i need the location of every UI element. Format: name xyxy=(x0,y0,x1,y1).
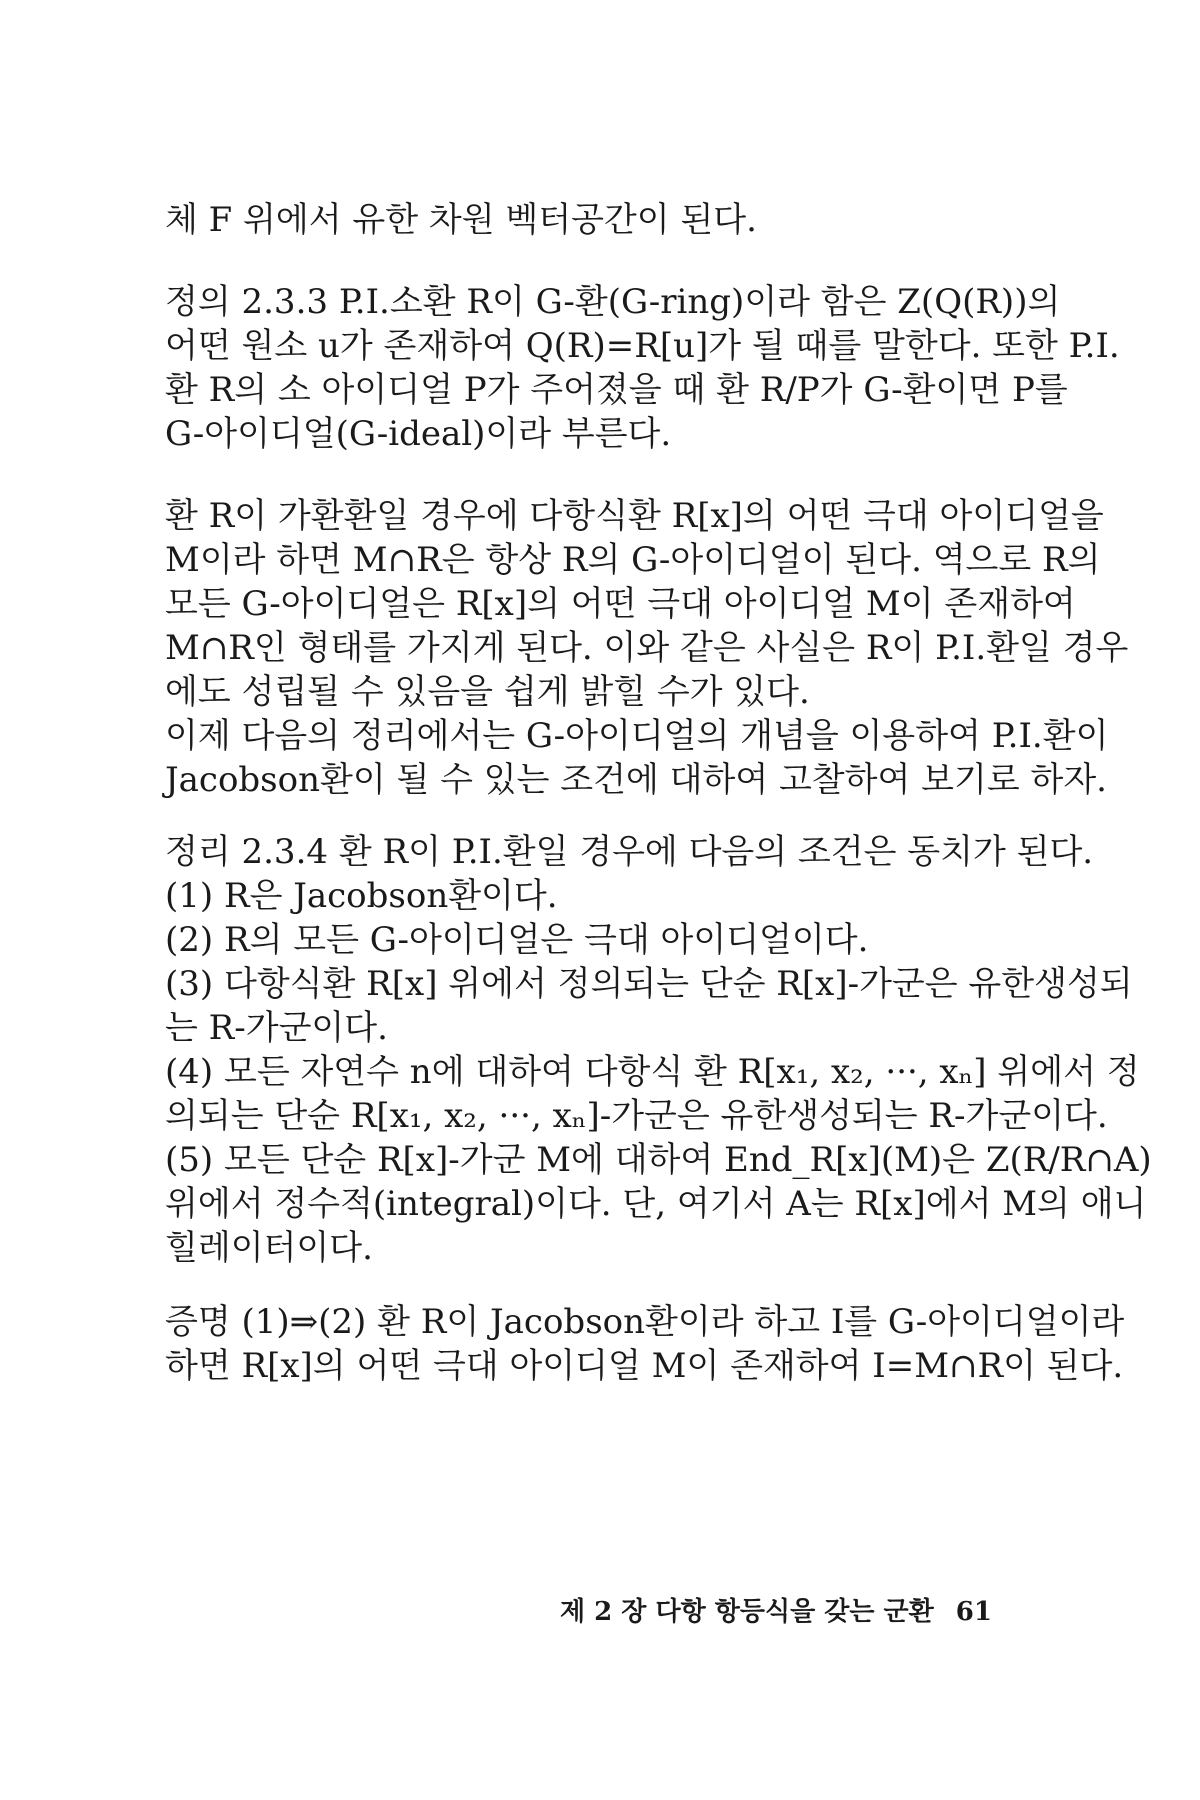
text-line: 하면 R[x]의 어떤 극대 아이디얼 M이 존재하여 I=M∩R이 된다. xyxy=(165,1346,1124,1386)
text-line: M이라 하면 M∩R은 항상 R의 G-아이디얼이 된다. 역으로 R의 xyxy=(165,540,1101,580)
page-number: 61 xyxy=(955,1597,992,1627)
text-line: 위에서 정수적(integral)이다. 단, 여기서 A는 R[x]에서 M의 애니 xyxy=(165,1184,1147,1224)
theorem-item-3: (3) 다항식환 R[x] 위에서 정의되는 단순 R[x]-가군은 유한생성되 xyxy=(165,964,1133,1004)
text-line: 의되는 단순 R[x₁, x₂, ···, xₙ]-가군은 유한생성되는 R-가군이다. xyxy=(165,1096,1108,1136)
text-line: 어떤 원소 u가 존재하여 Q(R)=R[u]가 될 때를 말한다. 또한 P.I. xyxy=(165,326,1120,366)
text-line: M∩R인 형태를 가지게 된다. 이와 같은 사실은 R이 P.I.환일 경우 xyxy=(165,628,1129,668)
text-line: 체 F 위에서 유한 차원 벡터공간이 된다. xyxy=(165,200,757,240)
theorem-item-5: (5) 모든 단순 R[x]-가군 M에 대하여 End_R[x](M)은 Z(R/R∩A) xyxy=(165,1140,1152,1180)
proof-heading-line: 증명 (1)⇒(2) 환 R이 Jacobson환이라 하고 I를 G-아이디얼이라 xyxy=(165,1302,1125,1342)
page-footer xyxy=(560,1595,990,1629)
text-line: 는 R-가군이다. xyxy=(165,1008,388,1048)
theorem-item-1: (1) R은 Jacobson환이다. xyxy=(165,876,558,916)
text-line: 환 R의 소 아이디얼 P가 주어졌을 때 환 R/P가 G-환이면 P를 xyxy=(165,370,1068,410)
text-line: Jacobson환이 될 수 있는 조건에 대하여 고찰하여 보기로 하자. xyxy=(165,760,1107,800)
text-line: 에도 성립될 수 있음을 쉽게 밝힐 수가 있다. xyxy=(165,672,810,712)
text-line: G-아이디얼(G-ideal)이라 부른다. xyxy=(165,414,672,454)
text-line: 이제 다음의 정리에서는 G-아이디얼의 개념을 이용하여 P.I.환이 xyxy=(165,716,1109,756)
theorem-item-2: (2) R의 모든 G-아이디얼은 극대 아이디얼이다. xyxy=(165,920,869,960)
running-head: 제 2 장 다항 항등식을 갖는 군환 xyxy=(560,1597,934,1627)
theorem-item-4: (4) 모든 자연수 n에 대하여 다항식 환 R[x₁, x₂, ···, xₙ] 위에서 정 xyxy=(165,1052,1140,1092)
text-line: 힐레이터이다. xyxy=(165,1228,373,1268)
text-line: 모든 G-아이디얼은 R[x]의 어떤 극대 아이디얼 M이 존재하여 xyxy=(165,584,1076,624)
theorem-heading-line: 정리 2.3.4 환 R이 P.I.환일 경우에 다음의 조건은 동치가 된다. xyxy=(165,832,1094,872)
definition-heading-line: 정의 2.3.3 P.I.소환 R이 G-환(G-ring)이라 함은 Z(Q(R))의 xyxy=(165,282,1061,322)
text-line: 환 R이 가환환일 경우에 다항식환 R[x]의 어떤 극대 아이디얼을 xyxy=(165,496,1104,536)
